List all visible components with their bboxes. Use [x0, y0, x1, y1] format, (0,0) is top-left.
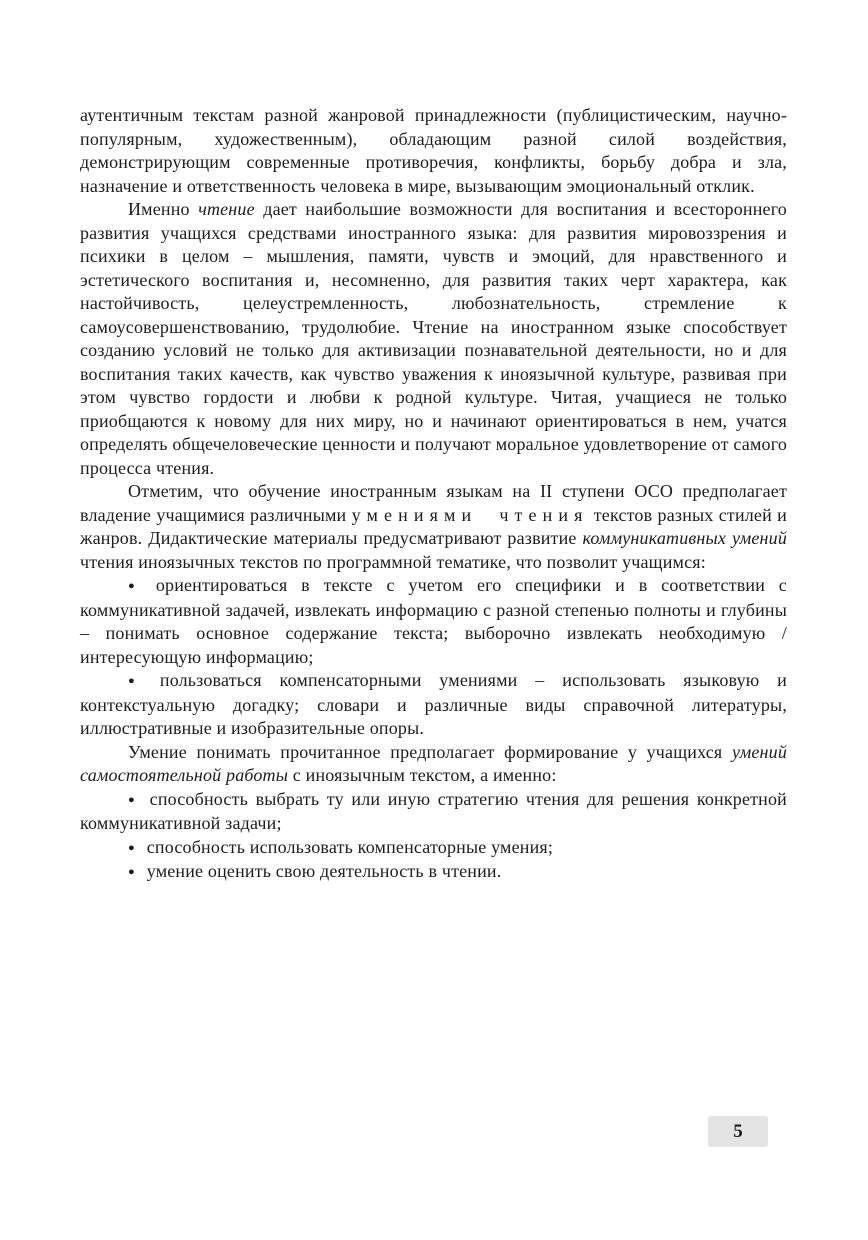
text-run: умение оценить свою деятельность в чтении.: [146, 861, 502, 881]
text-run: Умение понимать прочитанное предполагает формирование у учащихся: [128, 741, 732, 762]
text-block: [80, 104, 787, 885]
text-run: пользоваться компенсаторными умениями – использовать языковую и контекстуальную догадку; словари и различные виды справочной литературы, иллюстративные и изобразительные опоры.: [80, 670, 787, 738]
page-number-badge: [708, 1116, 768, 1147]
bullet-icon: ●: [128, 866, 135, 878]
bullet-icon: ●: [128, 675, 148, 687]
bullet-icon: ●: [128, 580, 144, 592]
paragraph: [80, 198, 787, 480]
text-run: умениями чтения: [351, 504, 589, 525]
text-run: способность использовать компенсаторные умения;: [146, 836, 554, 857]
text-run: текстов разных стилей и жанров. Дидактические материалы предусматривают развитие: [80, 504, 787, 548]
text-run: способность выбрать ту или иную стратегию чтения для решения конкретной коммуникативной задачи;: [80, 788, 787, 833]
text-run: чтение: [198, 199, 255, 219]
bullet-item: [80, 574, 787, 669]
text-run: коммуникативных умений: [582, 528, 787, 548]
paragraph: [80, 480, 787, 574]
text-run: чтения иноязычных текстов по программной тематике, что позволит учащимся:: [80, 551, 706, 572]
bullet-item: [80, 788, 787, 836]
bullet-icon: ●: [128, 841, 135, 854]
bullet-item: [80, 860, 787, 885]
text-run: с иноязычным текстом, а именно:: [288, 765, 557, 785]
bullet-item: [80, 836, 787, 861]
text-run: дает наибольшие возможности для воспитания и всестороннего развития учащихся средствами иностранного языка: для развития мировоззрения и психики в целом – мышления, памяти, чувств и эмоций, для нравственного и эстетического воспитания и, несомненно, для развития таких черт характера, как настойчивость, целеустремленность, любознательность, стремление к самоусовершенствованию, трудолюбие. Чтение на иностранном языке способствует созданию условий не только для активизации познавательной деятельности, но и для воспитания таких качеств, как чувство уважения к иноязычной культуре, развивая при этом чувство гордости и любви к родной культуре. Читая, учащиеся не только приобщаются к новому для них миру, но и начинают ориентироваться в нем, учатся определять общечеловеческие ценности и получают моральное удовлетворение от самого процесса чтения.: [80, 199, 787, 478]
page-number: 5: [733, 1120, 743, 1142]
paragraph: [80, 104, 787, 198]
bullet-item: [80, 669, 787, 741]
text-run: аутентичным текстам разной жанровой принадлежности (публицистическим, научно-популярным, художественным), обладающим разной силой воздействия, демонстрирующим современные противоречия, конфликты, борьбу добра и зла, назначение и ответственность человека в мире, вызывающим эмоциональный отклик.: [80, 105, 787, 196]
text-run: Отметим, что обучение иностранным языкам на II ступени ОСО предполагает владение учащимися различными: [80, 481, 787, 525]
text-run: Именно: [128, 199, 199, 219]
paragraph: [80, 741, 787, 788]
text-run: ориентироваться в тексте с учетом его специфики и в соответствии с коммуникативной задачей, извлекать информацию с разной степенью полноты и глубины – понимать основное содержание текста; выборочно извлекать необходимую / интересующую информацию;: [80, 575, 787, 667]
text-run: умений самостоятельной работы: [80, 741, 787, 785]
bullet-icon: ●: [128, 793, 138, 806]
